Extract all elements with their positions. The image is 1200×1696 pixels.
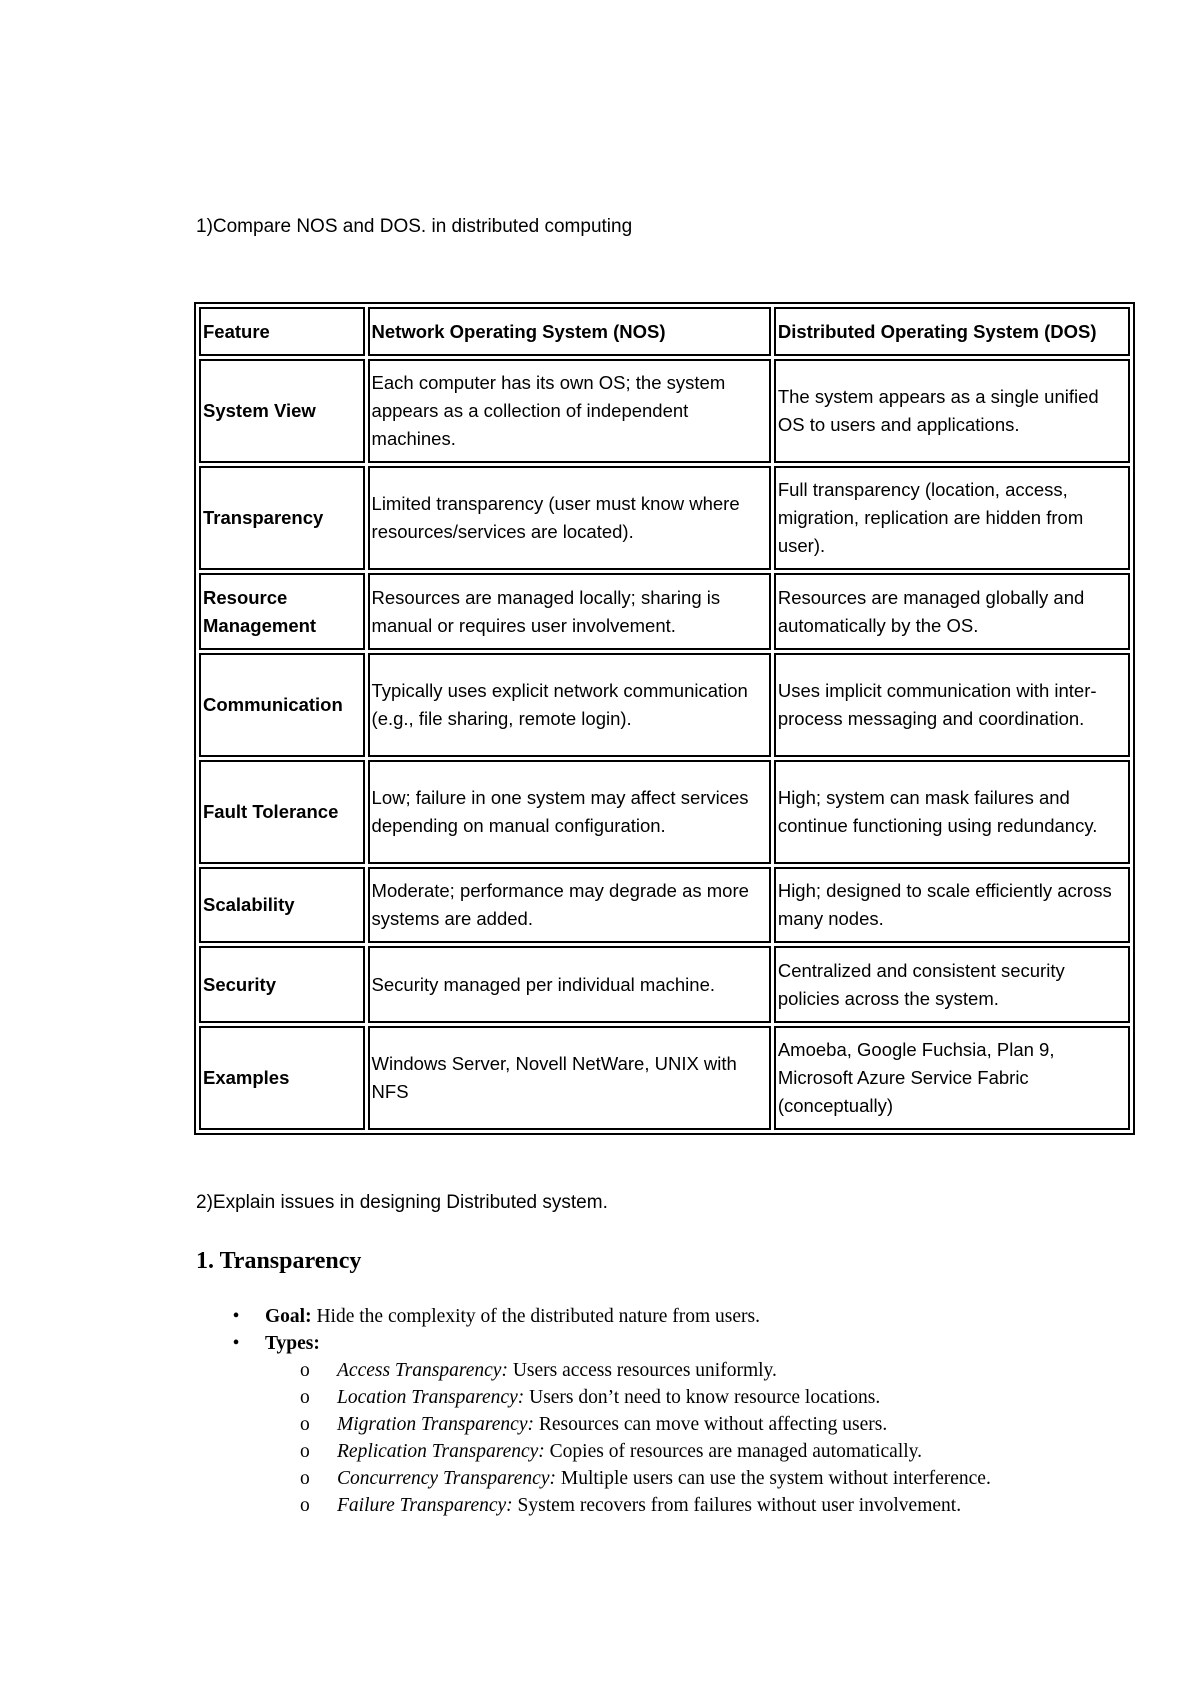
list-item-types	[230, 1330, 1130, 1519]
question-1-heading: 1)Compare NOS and DOS. in distributed computing	[196, 216, 633, 237]
feature-cell: Security	[199, 946, 365, 1023]
dos-cell: Amoeba, Google Fuchsia, Plan 9, Microsoft Azure Service Fabric (conceptually)	[774, 1026, 1130, 1130]
feature-cell: Transparency	[199, 466, 365, 570]
sub-bullet-icon: o	[300, 1360, 310, 1381]
nos-cell: Resources are managed locally; sharing is manual or requires user involvement.	[368, 573, 771, 650]
goal-label: Goal:	[265, 1306, 312, 1327]
feature-cell: Fault Tolerance	[199, 760, 365, 864]
dos-cell: Centralized and consistent security policies across the system.	[774, 946, 1130, 1023]
feature-cell: Scalability	[199, 867, 365, 943]
transparency-list	[230, 1303, 1130, 1519]
list-item	[265, 1492, 1130, 1519]
sub-bullet-icon: o	[300, 1468, 310, 1489]
table-row	[199, 760, 1130, 864]
nos-cell: Limited transparency (user must know where resources/services are located).	[368, 466, 771, 570]
table-row	[199, 1026, 1130, 1130]
list-item	[265, 1411, 1130, 1438]
table-row	[199, 573, 1130, 650]
type-text: Users don’t need to know resource locations.	[524, 1387, 881, 1408]
dos-cell: Uses implicit communication with inter-process messaging and coordination.	[774, 653, 1130, 757]
types-sublist	[265, 1357, 1130, 1519]
table-row	[199, 653, 1130, 757]
feature-cell: Examples	[199, 1026, 365, 1130]
type-name: Failure Transparency:	[337, 1495, 513, 1516]
list-item	[265, 1384, 1130, 1411]
type-text: System recovers from failures without user involvement.	[512, 1495, 962, 1516]
table-row	[199, 466, 1130, 570]
type-text: Copies of resources are managed automatically.	[544, 1441, 923, 1462]
type-name: Location Transparency:	[337, 1387, 525, 1408]
list-item-goal	[230, 1303, 1130, 1330]
dos-cell: High; designed to scale efficiently across many nodes.	[774, 867, 1130, 943]
sub-bullet-icon: o	[300, 1495, 310, 1516]
comparison-table	[194, 302, 1135, 1135]
nos-cell: Typically uses explicit network communication (e.g., file sharing, remote login).	[368, 653, 771, 757]
dos-cell: The system appears as a single unified OS to users and applications.	[774, 359, 1130, 463]
question-2-heading: 2)Explain issues in designing Distributed system.	[196, 1192, 608, 1213]
nos-cell: Windows Server, Novell NetWare, UNIX with NFS	[368, 1026, 771, 1130]
header-cell-nos: Network Operating System (NOS)	[368, 307, 771, 356]
list-item	[265, 1357, 1130, 1384]
header-cell-feature: Feature	[199, 307, 365, 356]
dos-cell: High; system can mask failures and continue functioning using redundancy.	[774, 760, 1130, 864]
types-label: Types:	[265, 1333, 320, 1354]
feature-cell: Resource Management	[199, 573, 365, 650]
type-name: Migration Transparency:	[337, 1414, 534, 1435]
dos-cell: Full transparency (location, access, migration, replication are hidden from user).	[774, 466, 1130, 570]
list-item	[265, 1465, 1130, 1492]
nos-cell: Moderate; performance may degrade as more systems are added.	[368, 867, 771, 943]
dos-cell: Resources are managed globally and automatically by the OS.	[774, 573, 1130, 650]
section-title: 1. Transparency	[196, 1248, 362, 1274]
bullet-icon: •	[232, 1333, 240, 1354]
sub-bullet-icon: o	[300, 1441, 310, 1462]
goal-text: Hide the complexity of the distributed nature from users.	[311, 1306, 760, 1327]
header-cell-dos: Distributed Operating System (DOS)	[774, 307, 1130, 356]
bullet-icon: •	[232, 1306, 240, 1327]
table-header-row	[199, 307, 1130, 356]
nos-cell: Low; failure in one system may affect services depending on manual configuration.	[368, 760, 771, 864]
table-row	[199, 359, 1130, 463]
nos-cell: Each computer has its own OS; the system appears as a collection of independent machines.	[368, 359, 771, 463]
nos-cell: Security managed per individual machine.	[368, 946, 771, 1023]
sub-bullet-icon: o	[300, 1387, 310, 1408]
type-text: Multiple users can use the system without interference.	[555, 1468, 991, 1489]
feature-cell: System View	[199, 359, 365, 463]
type-name: Access Transparency:	[337, 1360, 508, 1381]
type-name: Replication Transparency:	[337, 1441, 545, 1462]
table-row	[199, 867, 1130, 943]
type-text: Resources can move without affecting users.	[533, 1414, 888, 1435]
table-row	[199, 946, 1130, 1023]
type-text: Users access resources uniformly.	[507, 1360, 777, 1381]
feature-cell: Communication	[199, 653, 365, 757]
list-item	[265, 1438, 1130, 1465]
type-name: Concurrency Transparency:	[337, 1468, 556, 1489]
sub-bullet-icon: o	[300, 1414, 310, 1435]
